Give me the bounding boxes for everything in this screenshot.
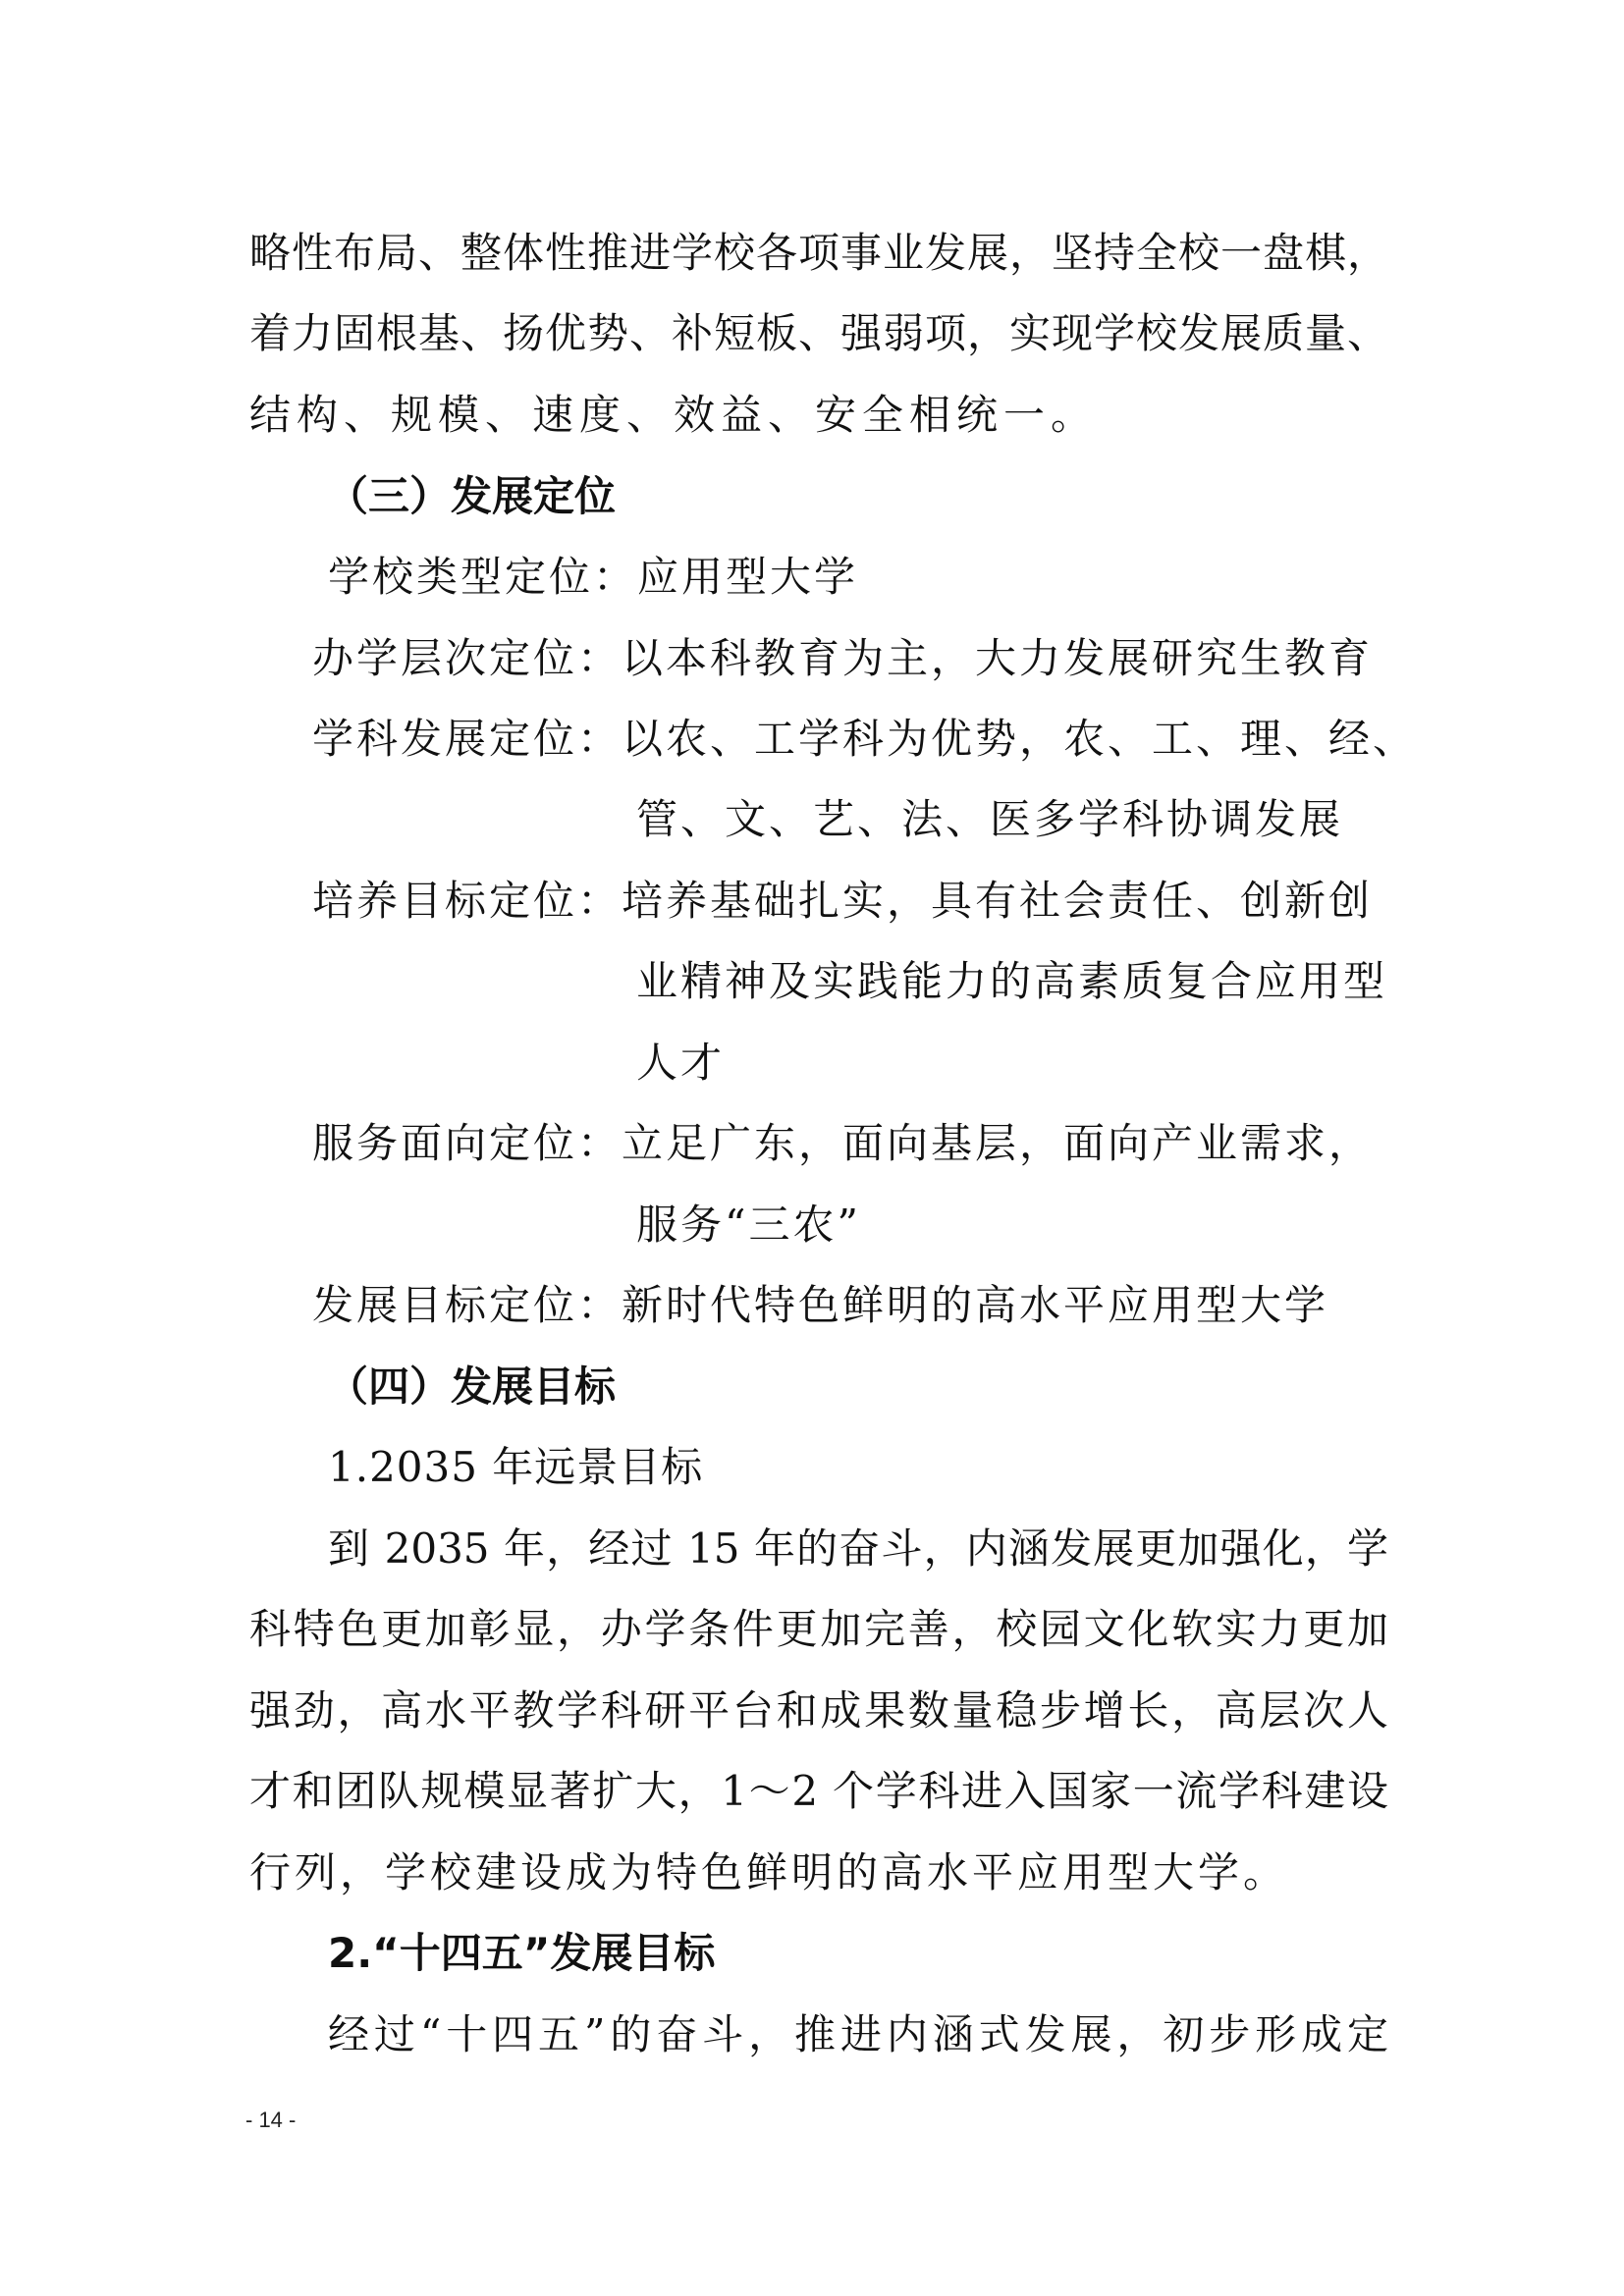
page-number: - 14 - — [245, 2108, 297, 2132]
positioning-value: 以农、工学科为优势，农、工、理、经、 — [622, 715, 1418, 763]
positioning-label: 服务面向定位： — [312, 1119, 623, 1167]
positioning-label: 发展目标定位： — [312, 1281, 623, 1329]
subsection-heading: 1.2035 年远景目标 — [328, 1443, 704, 1491]
positioning-value: 人才 — [636, 1039, 726, 1087]
positioning-value: 立足广东，面向基层，面向产业需求， — [622, 1119, 1374, 1167]
paragraph-line: 结构、规模、速度、效益、安全相统一。 — [249, 391, 1099, 439]
positioning-item — [312, 710, 1417, 769]
positioning-item — [312, 872, 1373, 931]
paragraph-line: 行列，学校建设成为特色鲜明的高水平应用型大学。 — [249, 1848, 1289, 1896]
positioning-continuation — [636, 1196, 861, 1255]
paragraph-line: 到 2035 年，经过 15 年的奋斗，内涵发展更加强化，学 — [328, 1524, 1388, 1573]
positioning-value: 业精神及实践能力的高素质复合应用型 — [636, 957, 1388, 1005]
positioning-continuation — [636, 952, 1387, 1011]
positioning-label: 办学层次定位： — [312, 634, 623, 682]
positioning-item — [328, 548, 858, 607]
paragraph-line: 经过“十四五”的奋斗，推进内涵式发展，初步形成定 — [328, 2010, 1388, 2058]
section-heading: （四）发展目标 — [327, 1362, 617, 1411]
positioning-value: 新时代特色鲜明的高水平应用型大学 — [622, 1281, 1329, 1329]
paragraph-line: 略性布局、整体性推进学校各项事业发展，坚持全校一盘棋， — [249, 229, 1388, 277]
paragraph-line: 强劲，高水平教学科研平台和成果数量稳步增长，高层次人 — [249, 1686, 1388, 1735]
positioning-value: 管、文、艺、法、医多学科协调发展 — [636, 795, 1344, 843]
positioning-continuation — [636, 790, 1343, 849]
positioning-label: 学科发展定位： — [312, 715, 623, 763]
positioning-value: 服务“三农” — [636, 1201, 861, 1249]
paragraph-line: 科特色更加彰显，办学条件更加完善，校园文化软实力更加 — [249, 1605, 1388, 1653]
positioning-value: 应用型大学 — [637, 553, 859, 601]
positioning-value: 以本科教育为主，大力发展研究生教育 — [622, 634, 1374, 682]
section-heading: （三）发展定位 — [327, 472, 617, 520]
positioning-value: 培养基础扎实，具有社会责任、创新创 — [622, 877, 1374, 925]
positioning-item — [312, 1114, 1373, 1173]
paragraph-line: 着力固根基、扬优势、补短板、强弱项，实现学校发展质量、 — [249, 309, 1388, 357]
positioning-continuation — [636, 1034, 725, 1093]
positioning-item — [312, 629, 1373, 688]
paragraph-line: 才和团队规模显著扩大，1～2 个学科进入国家一流学科建设 — [249, 1767, 1388, 1815]
positioning-label: 培养目标定位： — [312, 877, 623, 925]
positioning-item — [312, 1276, 1328, 1335]
positioning-label: 学校类型定位： — [328, 553, 638, 601]
subsection-heading: 2.“十四五”发展目标 — [328, 1929, 716, 1977]
